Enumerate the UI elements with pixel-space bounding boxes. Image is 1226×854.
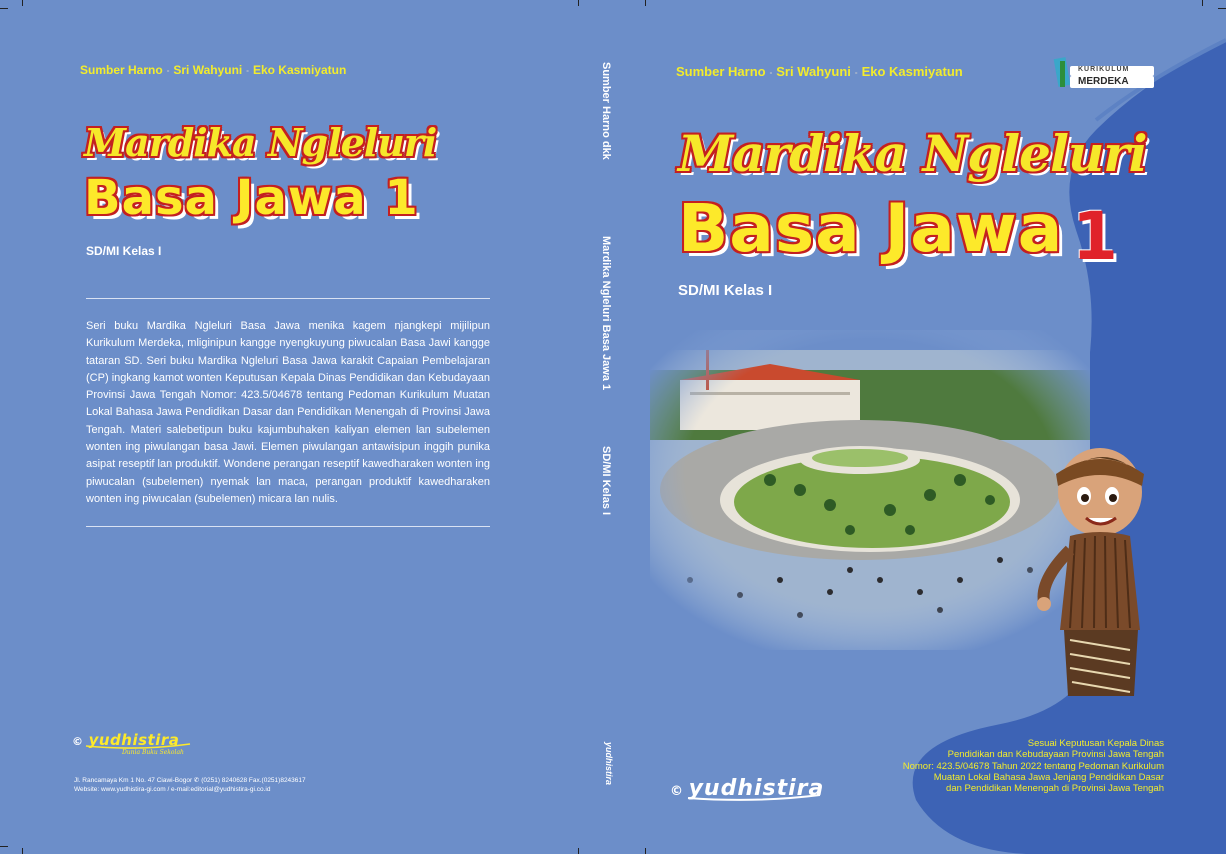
front-grade: SD/MI Kelas I	[678, 282, 773, 299]
badge-bottom-text: MERDEKA	[1078, 76, 1129, 87]
crop-mark	[0, 8, 8, 9]
author-name: Eko Kasmiyatun	[252, 63, 347, 77]
crop-mark	[578, 0, 579, 6]
decree-line: dan Pendidikan Menengah di Provinsi Jawa Tengah	[946, 783, 1164, 795]
crop-mark	[0, 846, 8, 847]
kurikulum-merdeka-badge	[1052, 56, 1156, 92]
javanese-boy-illustration	[1030, 440, 1170, 710]
divider	[86, 298, 490, 299]
author-name: Sri Wahyuni	[173, 63, 243, 77]
spine-authors: Sumber Harno dkk	[600, 62, 612, 160]
author-separator: -	[246, 66, 249, 76]
publisher-address: Jl. Rancamaya Km 1 No. 47 Ciawi-Bogor ✆ (0251) 8240628 Fax.(0251)8243617	[74, 777, 306, 784]
front-script-title: Mardika Ngleluri	[678, 124, 1147, 183]
decree-line: Pendidikan dan Kebudayaan Provinsi Jawa Tengah	[947, 749, 1164, 761]
logo-text: yudhistira	[88, 731, 180, 749]
logo-text: yudhistira	[688, 776, 825, 801]
back-main-title: Basa Jawa 1	[84, 170, 419, 226]
spine-grade: SD/MI Kelas I	[600, 446, 612, 516]
logo-tagline: Dunia Buku Sekolah	[122, 749, 184, 756]
spine-logo: yudhistira	[604, 742, 614, 786]
front-main-title: Basa Jawa	[678, 190, 1064, 267]
copyright-icon: ©	[72, 735, 83, 748]
author-separator: -	[769, 68, 773, 78]
back-grade: SD/MI Kelas I	[86, 244, 162, 258]
front-authors	[676, 64, 963, 79]
volume-number: 1	[1072, 198, 1118, 275]
author-name: Eko Kasmiyatun	[861, 64, 963, 79]
author-name: Sri Wahyuni	[776, 64, 851, 79]
town-square-photo	[650, 330, 1090, 650]
publisher-website: Website: www.yudhistira-gi.com / e-mail:editorial@yudhistira-gi.co.id	[74, 786, 271, 793]
author-separator: -	[854, 68, 858, 78]
back-script-title: Mardika Ngleluri	[84, 120, 437, 165]
crop-mark	[22, 0, 23, 6]
decree-note	[870, 738, 1164, 794]
author-separator: -	[166, 66, 170, 76]
author-name: Sumber Harno	[80, 63, 163, 77]
divider	[86, 526, 490, 527]
author-name: Sumber Harno	[676, 64, 766, 79]
decree-line: Nomor: 423.5/04678 Tahun 2022 tentang Pedoman Kurikulum	[902, 760, 1164, 772]
crop-mark	[22, 848, 23, 854]
logo-swoosh-icon	[686, 792, 826, 802]
back-authors	[80, 63, 346, 77]
decree-line: Muatan Lokal Bahasa Jawa Jenjang Pendidikan Dasar	[933, 771, 1164, 783]
badge-top-text: KURIKULUM	[1078, 66, 1130, 73]
copyright-icon: ©	[670, 784, 683, 799]
decree-line: Sesuai Keputusan Kepala Dinas	[1027, 738, 1164, 749]
spine-title: Mardika Ngleluri Basa Jawa 1	[600, 236, 612, 391]
crop-mark	[578, 848, 579, 854]
back-blurb: Seri buku Mardika Ngleluri Basa Jawa menika kagem njangkepi mijilipun Kurikulum Merdeka, mliginipun kangge nyengkuyung piwucalan Basa Jawi kangge tataran SD. Seri buku Mardika Ngleluri Basa Jawa karakit Capaian Pembelajaran (CP) ingkang kamot wonten Keputusan Kepala Dinas Pendidikan dan Kebudayaan Provinsi Jawa Tengah Nomor: 423.5/04678 tentang Pedoman Kurikulum Muatan Lokal Bahasa Jawa Pendidikan Dasar dan Pendidikan Menengah di Provinsi Jawa Tengah. Materi salebetipun buku kajumbuhaken kaliyan elemen lan subelemen wonten ing piwulangan basa Jawi. Elemen piwulangan antawisipun inggih punika asipat reseptif lan produktif. Wondene perangan reseptif kawedharaken wonten ing piwucalan (subelemen) nyemak lan maca, perangan produktif kawedharaken wonten ing piwucalan (subelemen) micara lan nulis.	[86, 320, 491, 505]
